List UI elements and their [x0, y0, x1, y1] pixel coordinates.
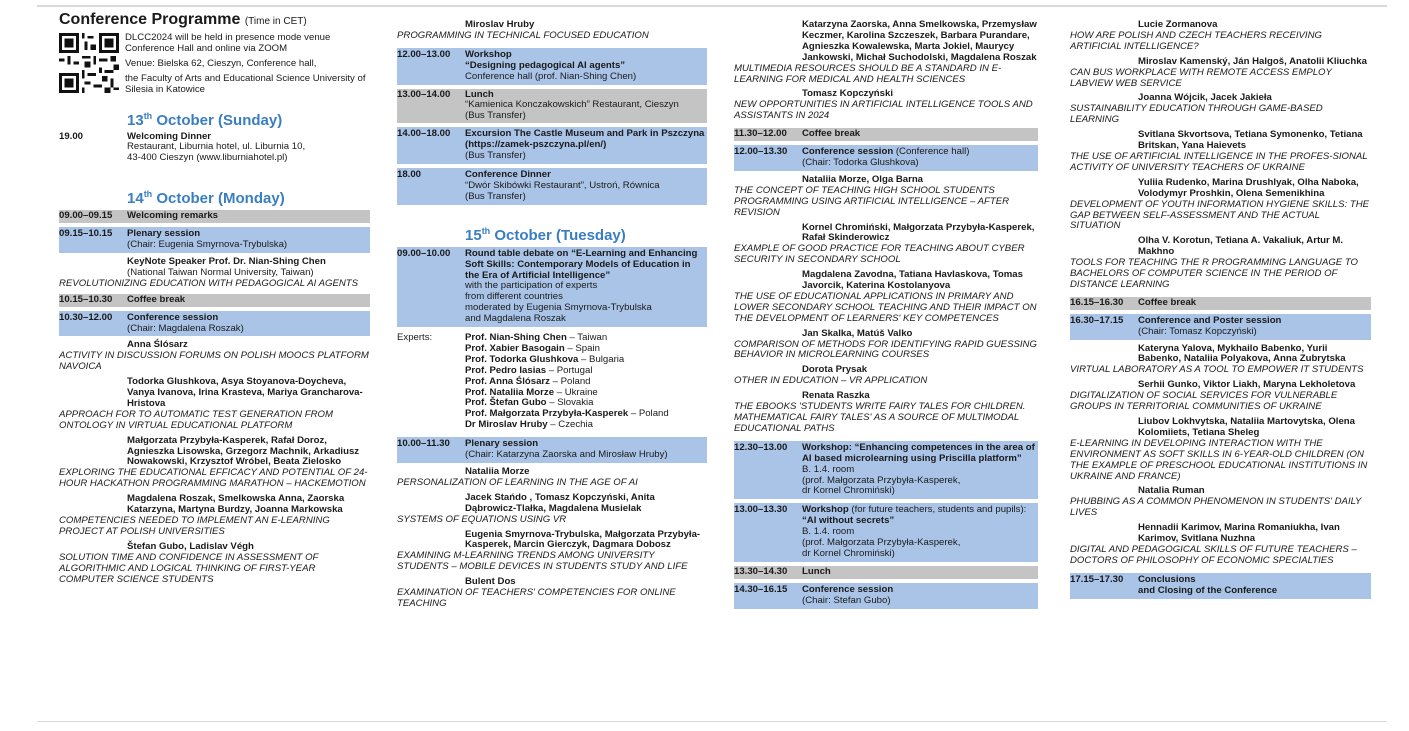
- paper-entry: Todorka Glushkova, Asya Stoyanova-Doycheva, Vanya Ivanova, Irina Krasteva, Mariya Grancharova-Hristova APPROACH FOR TO AUTOMATIC TEST GENERATION FROM ONTOLOGY IN VIRTUAL EDUCATIONAL PLATFORM: [59, 376, 363, 431]
- paper-entry: Kornel Chromiński, Małgorzata Przybyła-Kasperek, Rafał Skinderowicz EXAMPLE OF GOOD PRACTICE FOR TEACHING ABOUT CYBER SECURITY IN SECONDARY SCHOOL: [734, 221, 1035, 266]
- paper-entry: Eugenia Smyrnova-Trybulska, Małgorzata Przybyła-Kasperek, Marcin Gierczyk, Dagmara Dobosz EXAMINING M-LEARNING TRENDS AMONG UNIVERSITY STUDENTS – MOBILE DEVICES IN STUDENTS STUDY AND LIFE: [397, 528, 701, 573]
- schedule-row: 10.15–10.30 Coffee break: [59, 294, 370, 307]
- schedule-row: 19.00 Welcoming Dinner Restaurant, Liburnia hotel, ul. Liburnia 10, 43-400 Cieszyn (www.liburniahotel.pl): [59, 130, 306, 164]
- paper-entry: Natalia Ruman PHUBBING AS A COMMON PHENOMENON IN STUDENTS' DAILY LIVES: [1070, 485, 1362, 519]
- venue-line-1: DLCC2024 will be held in presence mode venue Conference Hall and online via ZOOM: [125, 32, 331, 54]
- schedule-row: 12.30–13.00 Workshop: “Enhancing competences in the area of AI based microlearning using Priscilla platform” B. 1.4. room (prof. Małgorzata Przybyła-Kasperek, dr Kornel Chromiński): [734, 441, 1038, 500]
- paper-entry: Anna Ślósarz ACTIVITY IN DISCUSSION FORUMS ON POLISH MOOCS PLATFORM NAVOICA: [59, 339, 369, 373]
- column-2: [397, 10, 707, 610]
- day-heading-15: 15th October (Tuesday): [465, 225, 626, 244]
- schedule-row: 09.15–10.15 Plenary session (Chair: Eugenia Smyrnova-Trybulska): [59, 227, 370, 253]
- schedule-row: 17.15–17.30 Conclusions and Closing of the Conference: [1070, 573, 1371, 599]
- paper-entry: Jan Skalka, Matúš Valko COMPARISON OF METHODS FOR IDENTIFYING RAPID GUESSING BEHAVIOR IN MICROLEARNING COURSES: [734, 327, 1037, 361]
- paper-entry: Magdalena Roszak, Smelkowska Anna, Zaorska Katarzyna, Martyna Burdzy, Joanna Markowska COMPETENCIES NEEDED TO IMPLEMENT AN E-LEARNING PROJECT AT POLISH UNIVERSITIES: [59, 493, 345, 537]
- schedule-row: 11.30–12.00 Coffee break: [734, 128, 1038, 141]
- paper-entry: Miroslav Hruby PROGRAMMING IN TECHNICAL FOCUSED EDUCATION: [397, 19, 649, 41]
- schedule-row: 18.00 Conference Dinner “Dwór Skibówki Restaurant”, Ustroń, Równica (Bus Transfer): [397, 168, 707, 205]
- schedule-row: 12.00–13.30 Conference session (Conference hall) (Chair: Todorka Glushkova): [734, 145, 1038, 171]
- schedule-row: 16.15–16.30 Coffee break: [1070, 297, 1371, 310]
- venue-line-2: Venue: Bielska 62, Cieszyn, Conference hall,: [125, 57, 317, 69]
- schedule-row: 09.00–09.15 Welcoming remarks: [59, 210, 370, 223]
- schedule-row: 10.30–12.00 Conference session (Chair: Magdalena Roszak): [59, 311, 370, 337]
- paper-entry: Jacek Stańdo , Tomasz Kopczyński, Anita Dąbrowicz-Tlałka, Magdalena Musielak SYSTEMS OF EQUATIONS USING VR: [397, 491, 655, 525]
- paper-entry: Nataliia Morze PERSONALIZATION OF LEARNING IN THE AGE OF AI: [397, 466, 638, 488]
- schedule-row: 10.00–11.30 Plenary session (Chair: Katarzyna Zaorska and Mirosław Hruby): [397, 437, 707, 463]
- schedule-row: 16.30–17.15 Conference and Poster session (Chair: Tomasz Kopczyński): [1070, 314, 1371, 340]
- paper-entry: Bulent Dos EXAMINATION OF TEACHERS' COMPETENCIES FOR ONLINE TEACHING: [397, 576, 676, 609]
- bottom-divider: [37, 721, 1387, 722]
- schedule-row: 14.30–16.15 Conference session (Chair: Stefan Gubo): [734, 583, 1038, 609]
- page-title: Conference Programme (Time in CET): [59, 11, 307, 28]
- top-divider: [37, 5, 1387, 7]
- venue-line-3: the Faculty of Arts and Educational Science University of Silesia in Katowice: [125, 72, 366, 95]
- schedule-row: 13.00–13.30 Workshop (for future teachers, students and pupils): “AI without secrets” B. 1.4. room (prof. Małgorzata Przybyła-Kasperek, dr Kornel Chromiński): [734, 503, 1038, 562]
- paper-entry: Yuliia Rudenko, Marina Drushlyak, Olha Naboka, Volodymyr Proshkin, Olena Semenikhina DEVELOPMENT OF YOUTH INFORMATION HYGIENE SKILLS: THE GAP BETWEEN SELF-ASSESSMENT AND THE ACTUAL SITUATION: [1070, 176, 1370, 232]
- column-1: [59, 10, 370, 585]
- paper-entry: Olha V. Korotun, Tetiana A. Vakaliuk, Artur M. Makhno TOOLS FOR TEACHING THE R PROGRAMMING LANGUAGE TO BACHELORS OF COMPUTER SCIENCE IN THE PERIOD OF DISTANCE LEARNING: [1070, 235, 1359, 290]
- paper-entry: Katarzyna Zaorska, Anna Smelkowska, Przemysław Keczmer, Karolina Szczeszek, Barbara Purandare, Agnieszka Kowalewska, Marta Jokiel, Maurycy Jankowski, Michał Suchodolski, Magdalena Roszak MULTIMEDIA RESOURCES SHOULD BE A STANDARD IN E-LEARNING FOR MEDICAL AND HEALTH SCIENCES: [734, 19, 1037, 85]
- schedule-row: 12.00–13.00 Workshop “Designing pedagogical AI agents” Conference hall (prof. Nian-Shing Chen): [397, 48, 707, 85]
- paper-entry: Štefan Gubo, Ladislav Végh SOLUTION TIME AND CONFIDENCE IN ASSESSMENT OF ALGORITHMIC AND LOGICAL THINKING OF FIRST-YEAR COMPUTER SCIENCE STUDENTS: [59, 540, 319, 585]
- experts-list: Experts: Prof. Nian-Shing Chen – Taiwan Prof. Xabier Basogain – Spain Prof. Todorka Glushkova – Bulgaria Prof. Pedro Iasias – Portugal Prof. Anna Ślósarz – Poland Prof. Nataliia Morze – Ukraine Prof. Štefan Gubo – Slovakia Prof. Małgorzata Przybyła-Kasperek – Poland Dr Miroslav Hruby – Czechia: [397, 332, 669, 431]
- day-heading-14: 14th October (Monday): [127, 189, 285, 208]
- schedule-row: 13.30–14.30 Lunch: [734, 566, 1038, 579]
- paper-entry: Małgorzata Przybyła-Kasperek, Rafał Doroz, Agnieszka Lisowska, Grzegorz Machnik, Arkadiusz Nowakowski, Krzysztof Wróbel, Beata Zielosko EXPLORING THE EDUCATIONAL EFFICACY AND POTENTIAL OF 24-HOUR HACKATHON PROGRAMMING MARATHON – HACKEMOTION: [59, 434, 368, 490]
- schedule-row: 14.00–18.00 Excursion The Castle Museum and Park in Pszczyna (https://zamek-pszczyna.pl/en/) (Bus Transfer): [397, 127, 707, 164]
- paper-entry: Tomasz Kopczyński NEW OPPORTUNITIES IN ARTIFICIAL INTELLIGENCE TOOLS AND ASSISTANTS IN 2024: [734, 88, 1033, 122]
- schedule-row: 13.00–14.00 Lunch “Kamienica Konczakowskich” Restaurant, Cieszyn (Bus Transfer): [397, 89, 707, 124]
- intro-block: [59, 33, 370, 100]
- day-heading-13: 13th October (Sunday): [127, 110, 283, 129]
- paper-entry: Dorota Prysak OTHER IN EDUCATION – VR APPLICATION: [734, 364, 928, 387]
- paper-entry: Miroslav Kamenský, Ján Halgoš, Anatolii Kliuchka CAN BUS WORKPLACE WITH REMOTE ACCESS EMPLOY LABVIEW WEB SERVICE: [1070, 55, 1367, 89]
- paper-entry: Liubov Lokhvytska, Nataliia Martovytska, Olena Kolomiiets, Tetiana Sheleg E-LEARNING IN DEVELOPING INTERACTION WITH THE ENVIRONMENT AS SOFT SKILLS IN 6-YEAR-OLD CHILDREN (ON THE EXAMPLE OF PRESCHOOL EDUCATIONAL INSTITUTIONS IN UKRAINE AND FRANCE): [1070, 416, 1368, 482]
- paper-entry: Kateryna Yalova, Mykhailo Babenko, Yurii Babenko, Nataliia Polyakova, Anna Zubrytska VIRTUAL LABORATORY AS A TOOL TO EMPOWER IT STUDENTS: [1070, 342, 1364, 376]
- paper-entry: KeyNote Speaker Prof. Dr. Nian-Shing Chen (National Taiwan Normal University, Taiwan) REVOLUTIONIZING EDUCATION WITH PEDAGOGICAL AI AGENTS: [59, 255, 359, 289]
- paper-entry: Serhii Gunko, Viktor Liakh, Maryna Lekholetova DIGITALIZATION OF SOCIAL SERVICES FOR VULNERABLE GROUPS IN TERRITORIAL COMMUNITIES OF UKRAINE: [1070, 379, 1356, 413]
- paper-entry: Renata Raszka THE EBOOKS 'STUDENTS WRITE FAIRY TALES FOR CHILDREN. MATHEMATICAL FAIRY TALES' AS A SOURCE OF MULTIMODAL EDUCATIONAL PATHS: [734, 390, 1026, 434]
- column-4: [1070, 10, 1371, 599]
- paper-entry: Joanna Wójcik, Jacek Jakieła SUSTAINABILITY EDUCATION THROUGH GAME-BASED LEARNING: [1070, 92, 1323, 126]
- column-3: [734, 10, 1038, 609]
- paper-entry: Svitlana Skvortsova, Tetiana Symonenko, Tetiana Britskan, Yana Haievets THE USE OF ARTIFICIAL INTELLIGENCE IN THE PROFES-SIONAL ACTIVITY OF UNIVERSITY TEACHERS OF UKRAINE: [1070, 129, 1368, 173]
- paper-entry: Hennadii Karimov, Marina Romaniukha, Ivan Karimov, Svitlana Nuzhna DIGITAL AND PEDAGOGICAL SKILLS OF FUTURE TEACHERS – DOCTORS OF PHILOSOPHY OF ECONOMIC SPECIALTIES: [1070, 522, 1357, 566]
- qr-code[interactable]: [59, 33, 119, 93]
- paper-entry: Magdalena Zavodna, Tatiana Havlaskova, Tomas Javorcik, Katerina Kostolanyova THE USE OF EDUCATIONAL APPLICATIONS IN PRIMARY AND LOWER SECONDARY SCHOOL TEACHING AND THEIR IMPACT ON THE DEVELOPMENT OF LEARNERS' KEY COMPETENCES: [734, 269, 1037, 324]
- schedule-row: 09.00–10.00 Round table debate on “E-Learning and Enhancing Soft Skills: Contemporary Models of Education in the Era of Artificial Intelligence” with the participation of experts from different countries moderated by Eugenia Smyrnova-Trybulska and Magdalena Roszak: [397, 247, 707, 327]
- paper-entry: Lucie Zormanova HOW ARE POLISH AND CZECH TEACHERS RECEIVING ARTIFICIAL INTELLIGENCE?: [1070, 19, 1322, 52]
- paper-entry: Nataliia Morze, Olga Barna THE CONCEPT OF TEACHING HIGH SCHOOL STUDENTS PROGRAMMING USING ARTIFICIAL INTELLIGENCE – AFTER REVISION: [734, 173, 1010, 218]
